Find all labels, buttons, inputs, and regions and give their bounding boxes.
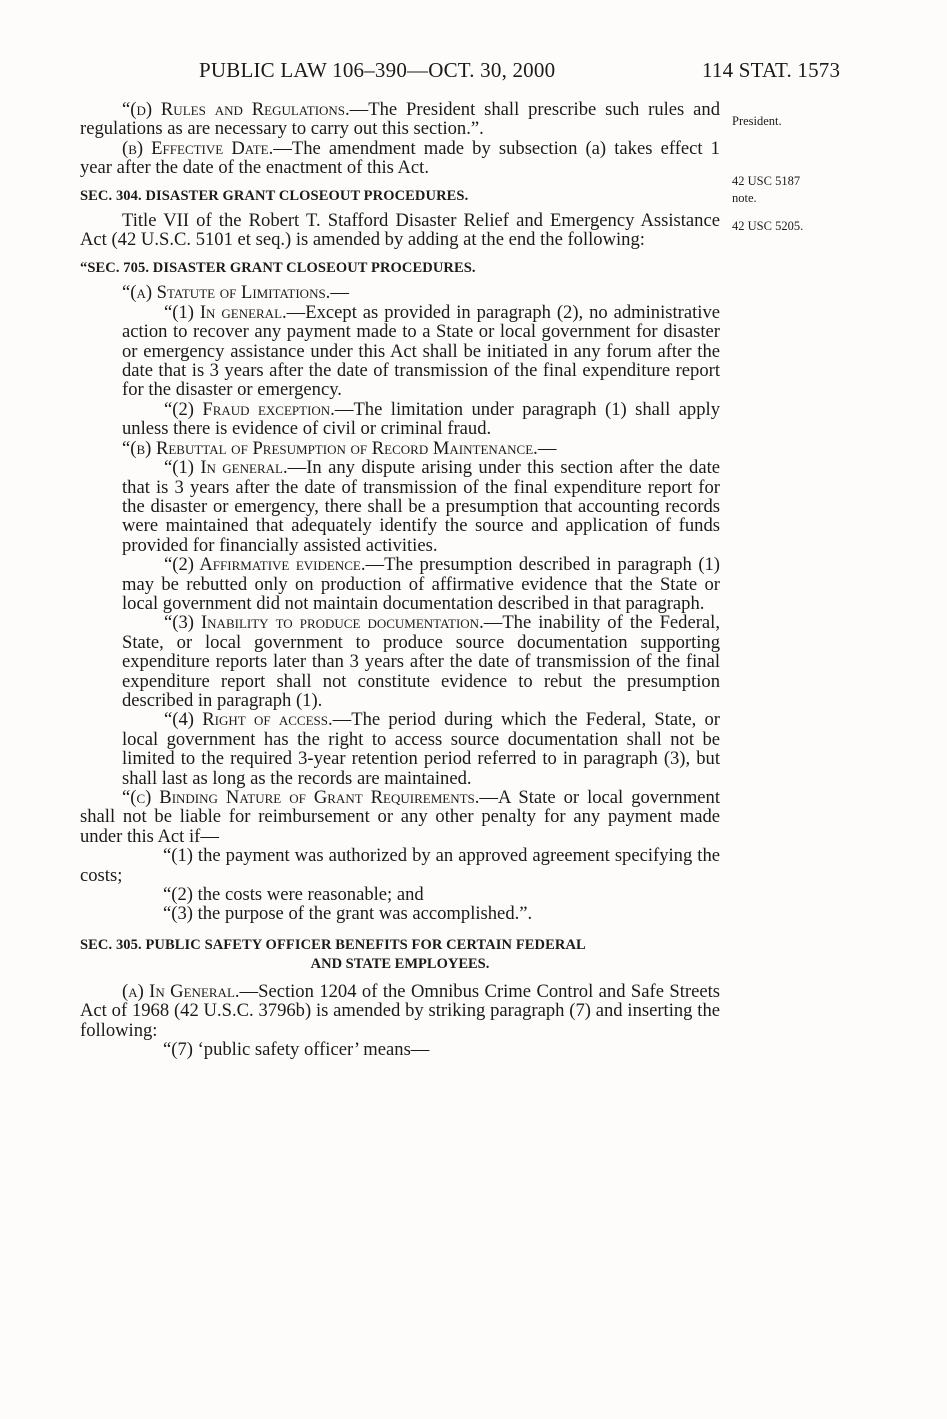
- section-305-heading-line2: AND STATE EMPLOYEES.: [310, 955, 490, 972]
- paragraph-b3-inability: “(3) Inability to produce documentation.—The inability of the Federal, State, or local government to produce source documentation supporting expenditure reports later than 3 years after the date of transmission of the final expenditure report shall not constitute evidence to rebut the presumption described in paragraph (1).: [122, 612, 720, 711]
- section-304-heading: SEC. 304. DISASTER GRANT CLOSEOUT PROCEDURES.: [80, 187, 469, 204]
- section-705-heading: “SEC. 705. DISASTER GRANT CLOSEOUT PROCEDURES.: [80, 260, 476, 277]
- margin-note-usc-5187: 42 USC 5187: [732, 174, 801, 188]
- section-305-heading-line1: SEC. 305. PUBLIC SAFETY OFFICER BENEFITS FOR CERTAIN FEDERAL: [80, 936, 586, 953]
- paragraph-a1-general: “(1) In general.—Except as provided in paragraph (2), no administrative action to recover any payment made to a State or local government for disaster or emergency assistance under this Act shall be initiated in any forum after the date that is 3 years after the date of transmission of the final expenditure report for the disaster or emergency.: [122, 301, 720, 401]
- paragraph-d-rules: “(d) Rules and Regulations.—The President shall prescribe such rules and regulations as are necessary to carry out this section.”.: [80, 99, 720, 140]
- paragraph-c-binding: “(c) Binding Nature of Grant Requirements.—A State or local government shall not be liable for reimbursement or any other penalty for any payment made under this Act if—: [80, 787, 721, 847]
- paragraph-305-p7: “(7) ‘public safety officer’ means—: [163, 1039, 430, 1061]
- section-304-text: Title VII of the Robert T. Stafford Disaster Relief and Emergency Assistance Act (42 U.S.C. 5101 et seq.) is amended by adding at the end the following:: [80, 209, 720, 251]
- margin-note-president: President.: [732, 114, 782, 128]
- margin-note-note: note.: [732, 191, 757, 205]
- running-header-title: PUBLIC LAW 106–390—OCT. 30, 2000: [199, 58, 556, 82]
- document-body: [80, 100, 720, 1059]
- paragraph-c2: “(2) the costs were reasonable; and: [163, 884, 424, 906]
- page-stat-number: 114 STAT. 1573: [702, 58, 841, 82]
- paragraph-305-a-general: (a) In General.—Section 1204 of the Omnibus Crime Control and Safe Streets Act of 1968 (42 U.S.C. 3796b) is amended by striking paragraph (7) and inserting the following:: [80, 980, 720, 1041]
- paragraph-b1-general: “(1) In general.—In any dispute arising under this section after the date that is 3 years after the date of transmission of the final expenditure report for the disaster or emergency, there shall be a presumption that accounting records were maintained that adequately identify the source and application of funds provided for financially assisted activities.: [122, 457, 720, 556]
- paragraph-b4-access: “(4) Right of access.—The period during which the Federal, State, or local government has the right to access source documentation shall not be limited to the required 3-year retention period referred to in paragraph (3), but shall last as long as the records are maintained.: [122, 709, 720, 789]
- paragraph-c3: “(3) the purpose of the grant was accomplished.”.: [163, 903, 533, 925]
- margin-note-usc-5205: 42 USC 5205.: [732, 219, 804, 233]
- paragraph-c1: “(1) the payment was authorized by an approved agreement specifying the costs;: [80, 845, 720, 886]
- paragraph-b-effective-date: (b) Effective Date.—The amendment made by subsection (a) takes effect 1 year after the date of the enactment of this Act.: [80, 137, 720, 179]
- paragraph-b2-affirmative: “(2) Affirmative evidence.—The presumption described in paragraph (1) may be rebutted only on production of affirmative evidence that the State or local government did not maintain documentation described in that paragraph.: [122, 554, 720, 614]
- paragraph-b-rebuttal: “(b) Rebuttal of Presumption of Record Maintenance.—: [122, 437, 557, 459]
- paragraph-a-statute: “(a) Statute of Limitations.—: [122, 282, 349, 304]
- paragraph-a2-fraud: “(2) Fraud exception.—The limitation under paragraph (1) shall apply unless there is evidence of civil or criminal fraud.: [122, 398, 720, 440]
